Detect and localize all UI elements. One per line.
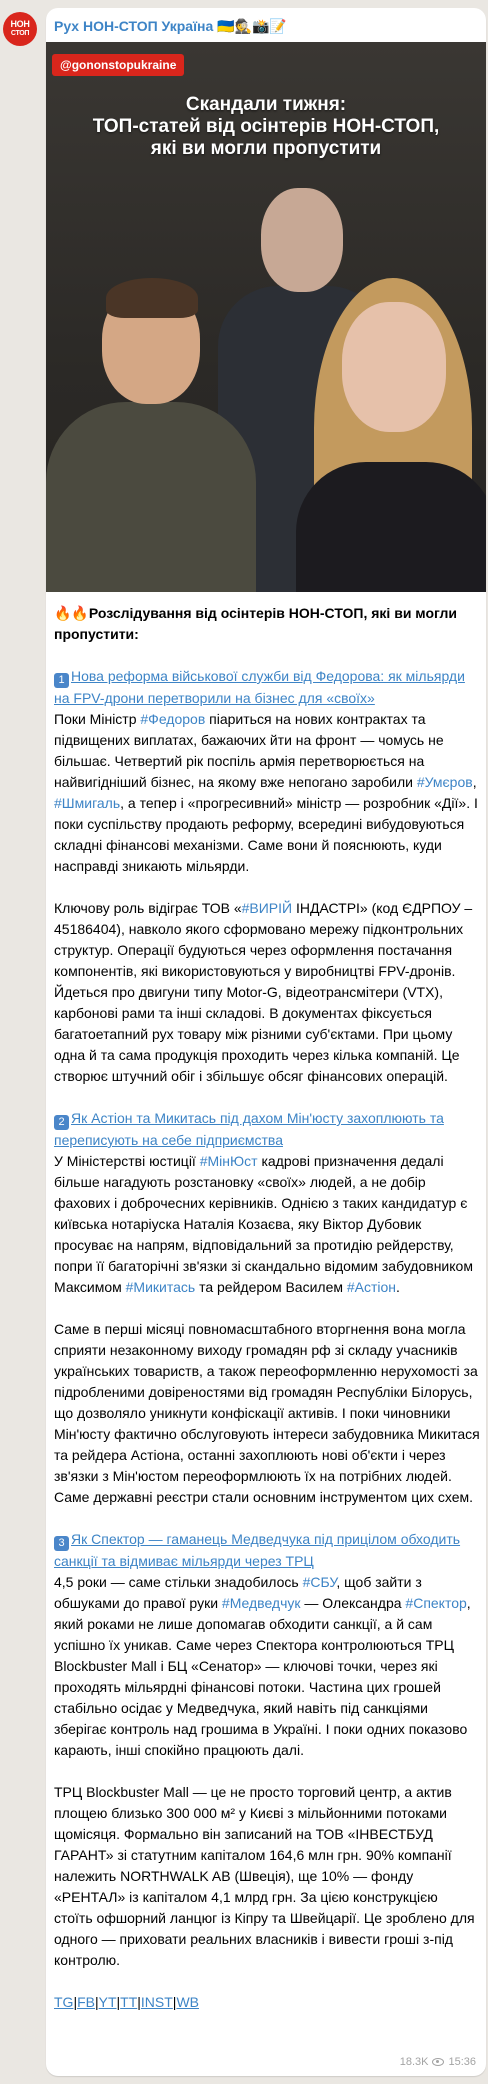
person-right-body	[296, 462, 486, 592]
s2-text-b: кадрові призначення дедалі більше нагадують розстановку «своїх» людей, а не добір фахових і доброчесних керівників. Однією з таких кандидатур є київська нотаріуска Наталія Козаєва, яку Віктор Дубовик просуває на напрям, відповідальний за протидію рейдерству, попри її багаторічні зв'язки зі скандально відомим забудовником Максимом	[54, 1153, 473, 1295]
hashtag-sbu[interactable]: #СБУ	[302, 1574, 337, 1590]
social-link-yt[interactable]: YT	[98, 1994, 117, 2010]
hashtag-fedorov[interactable]: #Федоров	[140, 711, 206, 727]
message-meta	[400, 2056, 476, 2068]
image-handle-tag: @gononstopukraine	[52, 54, 184, 76]
s1-text-d: , а тепер і «прогресивний» міністр — розробник «Дії». І поки суспільству продають реформу, всередині вибудовуються складні фінансові механізми. Саме вони й пояснюють, куди насправді зникають мільярди.	[54, 795, 478, 874]
section-2-paragraph-1	[54, 1108, 480, 1298]
channel-name[interactable]: Рух НОН-СТОП Україна 🇺🇦🕵️📸📝	[54, 18, 287, 34]
social-link-inst[interactable]: INST	[140, 1994, 173, 2010]
link-separator: |	[73, 1994, 78, 2010]
hashtag-viriy[interactable]: #ВИРІЙ	[241, 900, 293, 916]
person-right-head	[342, 302, 446, 432]
image-headline-line3: які ви могли пропустити	[150, 138, 382, 159]
intro-paragraph	[54, 603, 480, 645]
post-text	[54, 603, 480, 2034]
section-3-paragraph-2: ТРЦ Blockbuster Mall — це не просто торговий центр, а актив площею близько 300 000 м² у Києві з мільйонними потоками щомісяця. Формально він записаний на ТОВ «ІНВЕСТБУД ГАРАНТ» зі статутним капіталом 164,6 млн грн. 90% компанії належить NORTHWALK AB (Швеція), ще 10% — фонду «РЕНТАЛ» із капіталом 4,1 млрд грн. За цією конструкцією стоїть офшорний ланцюг із Кіпру та Швейцарії. Це зроблено для одного — приховати реальних власників і вивести гроші з-під контролю.	[54, 1784, 475, 1968]
image-headline-line2: ТОП-статей від осінтерів НОН-СТОП,	[92, 116, 440, 137]
hashtag-umerov[interactable]: #Умєров	[416, 774, 473, 790]
post-image[interactable]	[46, 42, 486, 592]
hashtag-astion[interactable]: #Астіон	[346, 1279, 397, 1295]
message-bubble	[46, 8, 486, 2076]
s3-text-a: 4,5 роки — саме стільки знадобилось	[54, 1574, 303, 1590]
section-2-paragraph-2: Саме в перші місяці повномасштабного вторгнення вона могла сприяти незаконному виходу громадян рф зі складу учасників українських товариств, а також переоформленню нерухомості за підробленими довіреностями від громадян Республіки Білорусь, що дозволяло уникнути конфіскації активів. І поки чиновники Мін'юсту фактично обслуговують інтереси забудовника Микитася та рейдера Астіона, останні захоплюють нові об'єкти і через зв'язки з Мін'юстом переоформлюють їх на потрібних людей. Саме державні реєстри стали основним інструментом цих схем.	[54, 1321, 480, 1505]
person-left-hair	[106, 278, 198, 318]
hashtag-mykytas[interactable]: #Микитась	[125, 1279, 196, 1295]
number-3-icon: 3	[54, 1536, 69, 1551]
section-3-link[interactable]: Як Спектор — гаманець Медведчука під прицілом обходить санкції та відмиває мільярди через ТРЦ	[54, 1531, 461, 1569]
hashtag-spektor[interactable]: #Спектор	[405, 1595, 467, 1611]
social-links	[54, 1992, 480, 2013]
channel-avatar[interactable]	[3, 12, 37, 46]
section-1-paragraph-1	[54, 666, 480, 877]
hashtag-shmyhal[interactable]: #Шмигаль	[54, 795, 121, 811]
hashtag-medvedchuk[interactable]: #Медведчук	[221, 1595, 301, 1611]
social-link-tg[interactable]: TG	[54, 1994, 74, 2010]
social-link-tt[interactable]: TT	[120, 1994, 138, 2010]
s1-text-c: ,	[472, 774, 477, 790]
s2-text-d: .	[396, 1279, 400, 1295]
avatar-text-top: НОН	[10, 19, 30, 29]
fire-icon: 🔥🔥	[54, 605, 89, 621]
social-link-wb[interactable]: WB	[176, 1994, 199, 2010]
s1-text-b: піариться на нових контрактах та підвищених виплатах, бажаючих йти на фронт — чомусь не більшає. Четвертий рік поспіль армія перетворюється на найвигідніший бізнес, на якому вже непогано заробили	[54, 711, 444, 790]
eye-icon	[432, 2058, 444, 2066]
s1-p2-text-a: Ключову роль відіграє ТОВ «	[54, 900, 242, 916]
message-time: 15:36	[448, 2056, 476, 2068]
section-2-link[interactable]: Як Астіон та Микитась під дахом Мін'юсту захоплюють та переписують на себе підприємства	[54, 1110, 444, 1148]
avatar-text-bottom: СТОП	[10, 30, 30, 37]
image-headline	[46, 94, 486, 160]
link-separator: |	[137, 1994, 141, 2010]
s1-text-a: Поки Міністр	[54, 711, 141, 727]
views-count: 18.3K	[399, 2056, 429, 2068]
link-separator: |	[94, 1994, 99, 2010]
hashtag-minjust[interactable]: #МінЮст	[199, 1153, 258, 1169]
section-1-link[interactable]: Нова реформа військової служби від Федорова: як мільярди на FPV-дрони перетворили на бізнес для «своїх»	[54, 668, 465, 706]
s3-text-c: — Олександра	[300, 1595, 406, 1611]
link-separator: |	[116, 1994, 121, 2010]
s3-text-b: , щоб зайти з обшуками до правої руки	[54, 1574, 422, 1611]
person-left-body	[46, 402, 256, 592]
s1-p2-text-b: ІНДАСТРІ» (код ЄДРПОУ – 45186404), навколо якого сформовано мережу підконтрольних структур. Операції будуються через оформлення постачання компонентів, які використовуються у виробництві FPV-дронів. Йдеться про двигуни типу Motor-G, відеотрансмітери (VTX), карбонові рами та інші складові. В документах фіксується багатоетапний рух товару між різними суб'єктами. При цьому одна й та сама продукція проходить через кілька компаній. Це створює штучний обіг і збільшує обсяг фінансових операцій.	[54, 900, 473, 1084]
section-3-paragraph-1	[54, 1529, 480, 1761]
number-2-icon: 2	[54, 1115, 69, 1130]
person-center-head	[261, 188, 343, 292]
section-1-paragraph-2	[54, 898, 480, 1087]
s2-text-c: та рейдером Василем	[195, 1279, 347, 1295]
link-separator: |	[172, 1994, 177, 2010]
s3-text-d: , який роками не лише допомагав обходити санкції, а й сам успішно їх уникав. Саме через Спектора контролюються ТРЦ Blockbuster Mall і БЦ «Сенатор» — ключові точки, через які проходять мільярдні фінансові потоки. Частина цих грошей стабільно осідає у Медведчука, який навіть під санкціями зберігає контроль над грошима в Україні. І поки одних показово карають, інші спокійно працюють далі.	[54, 1595, 471, 1758]
s2-text-a: У Міністерстві юстиції	[54, 1153, 200, 1169]
social-link-fb[interactable]: FB	[77, 1994, 95, 2010]
image-headline-line1: Скандали тижня:	[185, 94, 347, 115]
number-1-icon: 1	[54, 673, 69, 688]
intro-text: Розслідування від осінтерів НОН-СТОП, які ви могли пропустити:	[54, 605, 458, 642]
